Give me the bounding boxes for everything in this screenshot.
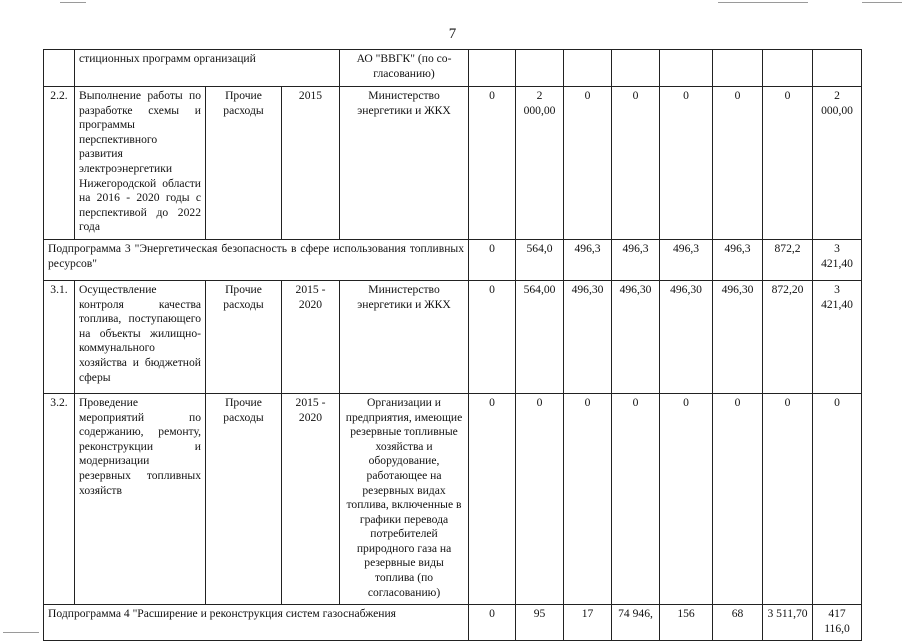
executor: АО "ВВГК" (по со-гласованию) [340, 50, 469, 87]
row-number: 3.2. [44, 393, 75, 604]
table-row [44, 280, 862, 393]
value-cell: 2 000,00 [516, 87, 564, 240]
period: 2015 [282, 87, 340, 240]
executor: Министерство энергетики и ЖКХ [340, 280, 469, 393]
value-cell: 496,3 [660, 239, 713, 280]
scan-mark [3, 632, 39, 633]
value-cell: 496,30 [564, 280, 612, 393]
value-cell: 3 511,70 [763, 605, 813, 641]
value-cell: 0 [612, 87, 660, 240]
executor: Министерство энергетики и ЖКХ [340, 87, 469, 240]
scan-mark [862, 2, 902, 3]
value-cell: 496,3 [564, 239, 612, 280]
value-cell: 0 [713, 87, 763, 240]
period: 2015 - 2020 [282, 393, 340, 604]
value-cell: 0 [469, 239, 516, 280]
value-cell: 156 [660, 605, 713, 641]
value-cell: 3 421,40 [813, 239, 862, 280]
value-cell: 417 116,0 [813, 605, 862, 641]
value-cell: 0 [660, 393, 713, 604]
value-cell: 68 [713, 605, 763, 641]
activity-name: Проведение мероприятий по содержанию, ремонту, реконструкции и модернизации резервных топливных хозяйств [75, 393, 206, 604]
budget-table [43, 49, 862, 641]
value-cell: 872,20 [763, 280, 813, 393]
page-number: 7 [448, 26, 457, 42]
value-cell: 0 [469, 393, 516, 604]
value-cell: 0 [813, 393, 862, 604]
scan-mark [718, 2, 808, 3]
subprogram-row [44, 605, 862, 641]
value-cell: 0 [469, 280, 516, 393]
value-cell: 0 [469, 87, 516, 240]
value-cell: 17 [564, 605, 612, 641]
value-cell: 564,0 [516, 239, 564, 280]
value-cell: 3 421,40 [813, 280, 862, 393]
value-cell: 496,30 [713, 280, 763, 393]
value-cell: 496,3 [612, 239, 660, 280]
value-cell: 0 [469, 605, 516, 641]
value-cell: 0 [763, 87, 813, 240]
value-cell: 496,30 [660, 280, 713, 393]
value-cell: 0 [564, 393, 612, 604]
table-row [44, 393, 862, 604]
value-cell: 0 [516, 393, 564, 604]
row-number: 3.1. [44, 280, 75, 393]
value-cell: 0 [660, 87, 713, 240]
value-cell: 0 [763, 393, 813, 604]
table-row [44, 87, 862, 240]
executor: Организации и предприятия, имеющие резервные топливные хозяйства и оборудование, работающее на резервных видах топлива, включенные в графики перевода потребителей природного газа на резервные виды топлива (по согласованию) [340, 393, 469, 604]
funding-source: Прочие расходы [206, 393, 282, 604]
activity-name: Выполнение работы по разработке схемы и программы перспективного развития электроэнергетики Нижегородской области на 2016 - 2020 годы с перспективой до 2022 года [75, 87, 206, 240]
subprogram-row [44, 239, 862, 280]
period: 2015 - 2020 [282, 280, 340, 393]
value-cell: 872,2 [763, 239, 813, 280]
subprogram-title: Подпрограмма 3 "Энергетическая безопасность в сфере использования топливных ресурсов" [44, 239, 469, 280]
table-row [44, 50, 862, 87]
funding-source: Прочие расходы [206, 87, 282, 240]
value-cell: 0 [612, 393, 660, 604]
value-cell: 496,3 [713, 239, 763, 280]
subprogram-title: Подпрограмма 4 "Расширение и реконструкция систем газоснабжения [44, 605, 469, 641]
value-cell: 95 [516, 605, 564, 641]
value-cell: 0 [564, 87, 612, 240]
value-cell: 496,30 [612, 280, 660, 393]
value-cell: 564,00 [516, 280, 564, 393]
funding-source: Прочие расходы [206, 280, 282, 393]
scan-mark [60, 2, 86, 3]
value-cell: 0 [713, 393, 763, 604]
activity-name: стиционных программ организаций [75, 50, 340, 87]
value-cell: 2 000,00 [813, 87, 862, 240]
activity-name: Осуществление контроля качества топлива, поступающего на объекты жилищно-коммунального хозяйства и бюджетной сферы [75, 280, 206, 393]
value-cell: 74 946, [612, 605, 660, 641]
row-number: 2.2. [44, 87, 75, 240]
